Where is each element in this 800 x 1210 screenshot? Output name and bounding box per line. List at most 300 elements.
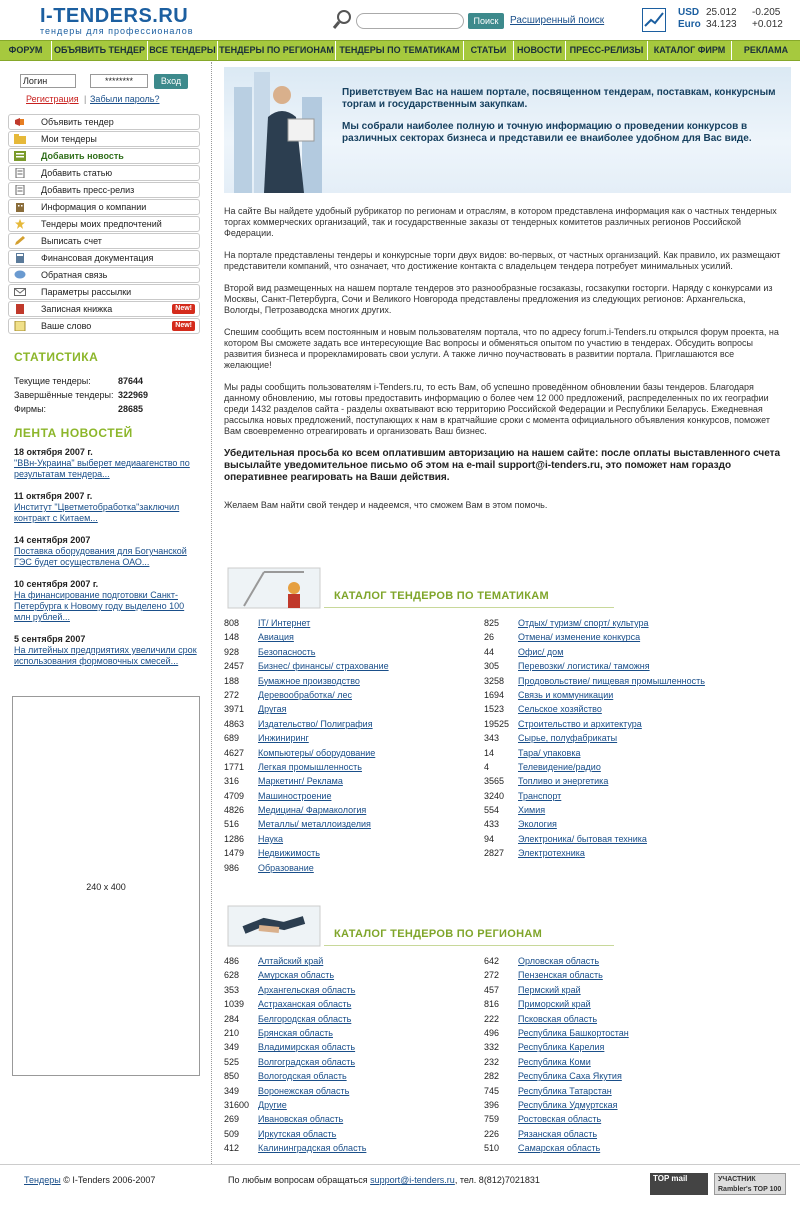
rambler-counter[interactable]: УЧАСТНИК Rambler's TOP 100 — [714, 1173, 786, 1195]
megaphone-icon — [14, 117, 26, 127]
envelope-icon — [14, 287, 26, 297]
catalog-link[interactable]: Алтайский край — [258, 956, 324, 966]
nav-tenders-by-region[interactable]: ТЕНДЕРЫ ПО РЕГИОНАМ — [218, 41, 336, 60]
catalog-link[interactable]: Владимирская область — [258, 1042, 356, 1053]
menu-issue-invoice[interactable] — [8, 233, 200, 249]
paragraph: Второй вид размещенных на нашем портале тендеров это разнообразные госзаказы, госзакупки госторги. Наряду с конкурсами из Москвы, Санкт-Петербурга, Сочи и Великого Новгорода представлены предложения из следующих регионов: Архангельска, Вологды, Петрозаводска многих других. — [224, 283, 773, 315]
catalog-link[interactable]: Астраханская область — [258, 999, 352, 1010]
search-input[interactable] — [356, 13, 464, 29]
catalog-count: 825 — [484, 618, 500, 628]
catalog-row — [224, 832, 474, 846]
catalog-link[interactable]: Ивановская область — [258, 1114, 344, 1125]
catalog-count: 284 — [224, 1013, 240, 1024]
catalog-link[interactable]: Связь и коммуникации — [518, 689, 614, 700]
logo[interactable] — [40, 6, 194, 36]
usd-label: USD — [678, 7, 700, 18]
menu-label: Ваше слово — [41, 321, 92, 331]
menu-label: Обратная связь — [41, 270, 108, 280]
usd-value: 25.012 — [706, 7, 737, 18]
catalog-link[interactable]: Легкая промышленность — [258, 761, 362, 772]
catalog-link[interactable]: Орловская область — [518, 956, 600, 966]
catalog-link[interactable]: Республика Удмуртская — [518, 1099, 618, 1110]
catalog-count: 808 — [224, 618, 240, 628]
catalog-row — [484, 731, 784, 745]
catalog-row — [484, 1055, 784, 1069]
hero-line-1: Приветствуем Вас на нашем портале, посвященном тендерам, поставкам, конкурсным торгам и государственным закупкам. — [342, 87, 776, 110]
catalog-count: 759 — [484, 1114, 500, 1125]
menu-add-news[interactable] — [8, 148, 200, 164]
catalog-row — [224, 674, 474, 688]
main-nav — [0, 40, 800, 61]
catalog-row — [224, 630, 474, 644]
catalog-count: 816 — [484, 999, 500, 1010]
catalog-link[interactable]: Пензенская область — [518, 970, 603, 981]
user-menu — [8, 114, 200, 335]
catalog-row — [224, 954, 474, 968]
catalog-count: 4 — [484, 761, 490, 772]
catalog-link[interactable]: Белгородская область — [258, 1013, 352, 1024]
catalog-row — [224, 731, 474, 745]
catalog-link[interactable]: Офис/ дом — [518, 646, 564, 657]
catalog-row — [224, 803, 474, 817]
catalog-row — [224, 1127, 474, 1141]
nav-forum[interactable]: ФОРУМ — [0, 41, 52, 60]
catalog-row — [224, 688, 474, 702]
news-icon — [14, 151, 26, 161]
menu-label: Тендеры моих предпочтений — [41, 219, 162, 229]
catalog-row — [484, 832, 784, 846]
catalog-count: 642 — [484, 956, 500, 966]
catalog-count: 850 — [224, 1071, 240, 1082]
forgot-password-link[interactable]: Забыли пароль? — [90, 94, 160, 104]
catalog-link[interactable]: Калининградская область — [258, 1143, 367, 1154]
catalog-link[interactable]: Бумажное производство — [258, 675, 360, 686]
catalog-row — [484, 789, 784, 803]
catalog-count: 1771 — [224, 761, 245, 772]
catalog-row — [224, 1026, 474, 1040]
catalog-row — [224, 659, 474, 673]
support-email-link[interactable]: support@i-tenders.ru — [370, 1175, 455, 1185]
catalog-link[interactable]: Строительство и архитектура — [518, 718, 642, 729]
menu-label: Добавить статью — [41, 168, 113, 178]
ad-banner-placeholder[interactable]: 240 x 400 — [12, 696, 200, 1076]
catalog-count: 26 — [484, 632, 495, 643]
paragraph: На портале представлены тендеры и конкурсные торги двух видов: во-первых, от частных организаций. Как правило, их размещают представители компаний, что означает, что достижение контакта с владельцем тендера потребует минимальных усилий. — [224, 250, 781, 271]
catalog-count: 486 — [224, 956, 240, 966]
catalog-row — [484, 674, 784, 688]
catalog-link[interactable]: Топливо и энергетика — [518, 776, 609, 787]
catalog-row — [224, 645, 474, 659]
catalog-row — [484, 1127, 784, 1141]
menu-financial-docs[interactable] — [8, 250, 200, 266]
notebook-icon — [14, 304, 26, 314]
stat-row: Фирмы: 28685 — [14, 404, 144, 414]
catalog-link[interactable]: Телевидение/радио — [518, 761, 601, 772]
catalog-row — [484, 983, 784, 997]
catalog-row — [484, 760, 784, 774]
news-link[interactable]: Поставка оборудования для Богучанской ГЭС будет осуществлена ОАО... — [14, 546, 187, 567]
catalog-link[interactable]: Инжиниринг — [258, 733, 309, 744]
catalog-count: 433 — [484, 819, 500, 830]
topics-list-left — [224, 616, 474, 875]
catalog-link[interactable]: Волгоградская область — [258, 1056, 356, 1067]
catalog-row — [484, 717, 784, 731]
catalog-count: 282 — [484, 1071, 500, 1082]
catalog-count: 2457 — [224, 661, 245, 672]
catalog-row — [484, 1069, 784, 1083]
news-item: 18 октября 2007 г. "ВВн-Украина" выберет медиаагенство по результатам тендера... — [14, 446, 200, 480]
catalog-link[interactable]: Псковская область — [518, 1013, 598, 1024]
catalog-count: 44 — [484, 646, 495, 657]
catalog-link[interactable]: Амурская область — [258, 970, 335, 981]
nav-news[interactable]: НОВОСТИ — [514, 41, 566, 60]
catalog-link[interactable]: Отмена/ изменение конкурса — [518, 632, 641, 643]
catalog-link[interactable]: Приморский край — [518, 999, 591, 1010]
logo-title: I-TENDERS.RU — [40, 5, 189, 27]
footer-contact: По любым вопросам обращаться support@i-tenders.ru, тел. 8(812)7021831 — [228, 1175, 540, 1185]
catalog-link[interactable]: Транспорт — [518, 790, 562, 801]
catalog-row — [484, 659, 784, 673]
topmail-counter[interactable]: TOP mail — [650, 1173, 708, 1195]
paragraph: Желаем Вам найти свой тендер и надеемся, что сможем Вам в этом помочь. — [224, 500, 548, 510]
catalog-count: 94 — [484, 833, 495, 844]
catalog-count: 1286 — [224, 833, 245, 844]
catalog-link[interactable]: Издательство/ Полиграфия — [258, 718, 373, 729]
chat-icon — [14, 270, 26, 280]
catalog-count: 3971 — [224, 704, 245, 715]
catalog-count: 1523 — [484, 704, 505, 715]
catalog-count: 272 — [224, 689, 240, 700]
catalog-link[interactable]: Брянская область — [258, 1027, 333, 1038]
catalog-link[interactable]: Вологодская область — [258, 1071, 347, 1082]
usd-change: -0.205 — [752, 7, 781, 18]
businessman-image — [224, 67, 334, 193]
regions-list-left — [224, 954, 474, 1155]
catalog-row — [224, 1084, 474, 1098]
catalog-count: 509 — [224, 1128, 240, 1139]
catalog-row — [484, 997, 784, 1011]
news-item: 14 сентября 2007 Поставка оборудования для Богучанской ГЭС будет осуществлена ОАО... — [14, 534, 200, 568]
catalog-row — [484, 630, 784, 644]
payment-notice: Убедительная просьба ко всем оплатившим авторизацию на нашем сайте: после оплаты выставленного счета высылайте уведомительное письмо об этом на e-mail support@i-tenders.ru, это поможет нам гораздо оперативнее реагировать на Ваши действия. — [224, 448, 781, 483]
menu-mailing-settings[interactable] — [8, 284, 200, 300]
catalog-count: 3258 — [484, 675, 505, 686]
search-button[interactable]: Поиск — [468, 13, 504, 29]
catalog-count: 272 — [484, 970, 500, 981]
catalog-count: 4826 — [224, 805, 245, 816]
catalog-row — [484, 1012, 784, 1026]
catalog-count: 349 — [224, 1042, 240, 1053]
catalog-count: 628 — [224, 970, 240, 981]
catalog-link[interactable]: Республика Коми — [518, 1056, 591, 1067]
catalog-count: 353 — [224, 984, 240, 995]
catalog-row — [484, 645, 784, 659]
stat-row: Текущие тендеры: 87644 — [14, 376, 144, 386]
news-link[interactable]: На литейных предприятиях увеличили срок использования формовочных смесей... — [14, 645, 197, 666]
catalog-count: 2827 — [484, 848, 505, 859]
catalog-row — [224, 760, 474, 774]
catalog-count: 188 — [224, 675, 240, 686]
news-title: ЛЕНТА НОВОСТЕЙ — [14, 426, 133, 440]
catalog-link[interactable]: Компьютеры/ оборудование — [258, 747, 376, 758]
catalog-row — [484, 746, 784, 760]
catalog-count: 332 — [484, 1042, 500, 1053]
footer-copyright: Тендеры © I-Tenders 2006-2007 — [24, 1175, 156, 1185]
catalog-link[interactable]: Бизнес/ финансы/ страхование — [258, 661, 389, 672]
calculator-icon — [14, 253, 26, 263]
catalog-link[interactable]: Отдых/ туризм/ спорт/ культура — [518, 618, 649, 628]
catalog-row — [224, 1040, 474, 1054]
catalog-count: 525 — [224, 1056, 240, 1067]
catalog-link[interactable]: Республика Карелия — [518, 1042, 605, 1053]
folder-icon — [14, 134, 26, 144]
menu-label: Добавить новость — [41, 151, 124, 161]
catalog-regions-header — [224, 904, 614, 948]
catalog-link[interactable]: Машиностроение — [258, 790, 332, 801]
catalog-count: 412 — [224, 1143, 240, 1154]
news-item: 5 сентября 2007 На литейных предприятиях увеличили срок использования формовочных смесей... — [14, 633, 200, 667]
catalog-link[interactable]: Другая — [258, 704, 287, 715]
catalog-link[interactable]: Маркетинг/ Реклама — [258, 776, 343, 787]
login-button[interactable]: Вход — [154, 74, 188, 89]
menu-post-tender[interactable] — [8, 114, 200, 130]
menu-label: Записная книжка — [41, 304, 113, 314]
catalog-link[interactable]: Авиация — [258, 632, 294, 643]
catalog-count: 349 — [224, 1085, 240, 1096]
catalog-count: 986 — [224, 862, 240, 873]
catalog-count: 305 — [484, 661, 500, 672]
catalog-link[interactable]: IT/ Интернет — [258, 618, 311, 628]
menu-add-press-release[interactable] — [8, 182, 200, 198]
catalog-link[interactable]: Самарская область — [518, 1143, 601, 1154]
catalog-link[interactable]: Архангельская область — [258, 984, 356, 995]
currency-rates — [678, 7, 783, 31]
catalog-link[interactable]: Продовольствие/ пищевая промышленность — [518, 675, 705, 686]
catalog-row — [224, 774, 474, 788]
catalog-link[interactable]: Республика Башкортостан — [518, 1027, 629, 1038]
catalog-row — [224, 702, 474, 716]
catalog-topics-title: КАТАЛОГ ТЕНДЕРОВ ПО ТЕМАТИКАМ — [334, 590, 549, 602]
catalog-count: 928 — [224, 646, 240, 657]
catalog-row — [484, 803, 784, 817]
catalog-count: 19525 — [484, 718, 510, 729]
menu-notebook[interactable] — [8, 301, 200, 317]
new-badge: New! — [172, 304, 195, 314]
catalog-row — [224, 789, 474, 803]
header — [0, 0, 800, 40]
catalog-count: 4709 — [224, 790, 245, 801]
nav-press-releases[interactable]: ПРЕСС-РЕЛИЗЫ — [566, 41, 648, 60]
catalog-row — [224, 968, 474, 982]
news-feed — [14, 446, 200, 677]
nav-articles[interactable]: СТАТЬИ — [464, 41, 514, 60]
nav-advertising[interactable]: РЕКЛАМА — [743, 45, 789, 55]
catalog-row — [224, 1141, 474, 1155]
catalog-count: 1694 — [484, 689, 505, 700]
euro-change: +0.012 — [752, 19, 783, 30]
catalog-count: 689 — [224, 733, 240, 744]
catalog-link[interactable]: Пермский край — [518, 984, 581, 995]
menu-label: Информация о компании — [41, 202, 147, 212]
catalog-link[interactable]: Сырье, полуфабрикаты — [518, 733, 618, 744]
menu-your-word[interactable] — [8, 318, 200, 334]
document-icon — [14, 168, 26, 178]
catalog-row — [484, 1040, 784, 1054]
catalog-row — [484, 1026, 784, 1040]
catalog-link[interactable]: Наука — [258, 833, 284, 844]
catalog-count: 3565 — [484, 776, 505, 787]
catalog-link[interactable]: Медицина/ Фармакология — [258, 805, 367, 816]
catalog-row — [484, 1084, 784, 1098]
catalog-row — [484, 968, 784, 982]
logo-tagline: тендеры для профессионалов — [40, 26, 194, 36]
sidebar — [0, 62, 212, 1164]
catalog-count: 269 — [224, 1114, 240, 1125]
catalog-link[interactable]: Ростовская область — [518, 1114, 602, 1125]
catalog-link[interactable]: Безопасность — [258, 646, 316, 657]
news-link[interactable]: На финансирование подготовки Санкт-Петербурга к Новому году выделено 100 млн рублей... — [14, 590, 185, 622]
catalog-count: 554 — [484, 805, 500, 816]
news-link[interactable]: Институт "Цветметобработка"заключил контракт с Китаем... — [14, 502, 180, 523]
footer-tenders-link[interactable]: Тендеры — [24, 1175, 61, 1185]
catalog-count: 343 — [484, 733, 500, 744]
catalog-link[interactable]: Тара/ упаковка — [518, 747, 581, 758]
hero-line-2: Мы собрали наиболее полную и точную информацию о проведении конкурсов в различных секторах бизнеса и представили ее внаиболее удобном для Вас виде. — [342, 121, 752, 144]
news-link[interactable]: "ВВн-Украина" выберет медиаагенство по результатам тендера... — [14, 458, 190, 479]
catalog-row — [484, 1141, 784, 1155]
stats-title: СТАТИСТИКА — [14, 350, 99, 364]
catalog-row — [484, 846, 784, 860]
catalog-row — [224, 983, 474, 997]
menu-company-info[interactable] — [8, 199, 200, 215]
menu-feedback[interactable] — [8, 267, 200, 283]
menu-my-tenders[interactable] — [8, 131, 200, 147]
menu-add-article[interactable] — [8, 165, 200, 181]
catalog-link[interactable]: Воронежская область — [258, 1085, 350, 1096]
menu-label: Объявить тендер — [41, 117, 114, 127]
note-icon — [14, 321, 26, 331]
catalog-row — [484, 774, 784, 788]
catalog-row — [224, 861, 474, 875]
catalog-count: 516 — [224, 819, 240, 830]
catalog-row — [224, 717, 474, 731]
catalog-topics-header — [224, 566, 614, 610]
catalog-link[interactable]: Сельское хозяйство — [518, 704, 602, 715]
catalog-link[interactable]: Республика Саха Якутия — [518, 1071, 622, 1082]
catalog-row — [484, 1112, 784, 1126]
euro-value: 34.123 — [706, 19, 737, 30]
catalog-row — [224, 1112, 474, 1126]
topics-list-right — [484, 616, 784, 861]
catalog-count: 232 — [484, 1056, 500, 1067]
regions-list-right — [484, 954, 784, 1155]
nav-company-catalog[interactable]: КАТАЛОГ ФИРМ — [648, 41, 732, 60]
nav-tenders-by-topic[interactable]: ТЕНДЕРЫ ПО ТЕМАТИКАМ — [336, 41, 464, 60]
catalog-link[interactable]: Образование — [258, 862, 314, 873]
hero-text — [342, 87, 782, 145]
star-icon — [14, 219, 26, 229]
catalog-count: 457 — [484, 984, 500, 995]
nav-post-tender[interactable]: ОБЪЯВИТЬ ТЕНДЕР — [52, 41, 148, 60]
catalog-row — [224, 817, 474, 831]
catalog-row — [484, 817, 784, 831]
catalog-count: 1039 — [224, 999, 245, 1010]
catalog-link[interactable]: Недвижимость — [258, 848, 320, 859]
menu-label: Добавить пресс-релиз — [41, 185, 135, 195]
search-icon — [332, 8, 354, 30]
catalog-count: 222 — [484, 1013, 500, 1024]
catalog-link[interactable]: Химия — [518, 805, 546, 816]
catalog-row — [484, 688, 784, 702]
catalog-link[interactable]: Рязанская область — [518, 1128, 598, 1139]
register-link[interactable]: Регистрация — [26, 94, 79, 104]
catalog-row — [484, 954, 784, 968]
catalog-count: 4863 — [224, 718, 245, 729]
catalog-count: 226 — [484, 1128, 500, 1139]
intro-text — [224, 206, 784, 522]
login-input[interactable]: Логин — [20, 74, 76, 88]
catalog-row — [484, 1098, 784, 1112]
catalog-link[interactable]: Республика Татарстан — [518, 1085, 612, 1096]
news-item: 11 октября 2007 г. Институт "Цветметобработка"заключил контракт с Китаем... — [14, 490, 200, 524]
advanced-search-link[interactable]: Расширенный поиск — [510, 15, 605, 26]
menu-label: Финансовая документация — [41, 253, 154, 263]
catalog-row — [224, 746, 474, 760]
paragraph: Мы рады сообщить пользователям i-Tenders.ru, то есть Вам, об успешно проведённом обновлении базы тендеров. Благодаря данному обновлению, мы готовы предоставить информацию о более чем 12 000 предложений, распределенных по их географии среди 1432 разделов сайта - разделы охватывают всю территорию Российской Федерации и Республики Беларусь. Ежедневная рассылка новых предложений, поступающих к нам в кратчайшие сроки с момента официального объявления конкурсов, поможет Вам своевременно отреагировать и организовать Ваш бизнес. — [224, 382, 770, 436]
catalog-link[interactable]: Деревообработка/ лес — [258, 689, 352, 700]
catalog-link[interactable]: Иркутская область — [258, 1128, 337, 1139]
catalog-link[interactable]: Электротехника — [518, 848, 585, 859]
catalog-link[interactable]: Металлы/ металлоизделия — [258, 819, 371, 830]
catalog-count: 396 — [484, 1099, 500, 1110]
stat-row: Завершённые тендеры: 322969 — [14, 390, 149, 400]
paragraph: На сайте Вы найдете удобный рубрикатор по регионам и отраслям, в котором представлена информация как о частных тендерных торгах коммерческих организаций, так и государственные заказы от тендерных комитетов различных регионов Российской Федерации. — [224, 206, 777, 238]
catalog-count: 3240 — [484, 790, 505, 801]
catalog-count: 510 — [484, 1143, 500, 1154]
catalog-row — [224, 1012, 474, 1026]
catalog-count: 148 — [224, 632, 240, 643]
catalog-row — [224, 1098, 474, 1112]
paragraph: Спешим сообщить всем постоянным и новым пользователям портала, что по адресу forum.i-Tenders.ru открылся форум проекта, на котором Вы сможете задать все интересующие Вас вопросы и обменяться опытом по участию в тендерах. Обсудить вопросы развития бизнеса и прорекламировать свои услуги. А также лично поучаствовать в развитии портала. Приглашаются все желающие! — [224, 327, 779, 370]
chart-icon — [642, 8, 666, 32]
catalog-row — [224, 1055, 474, 1069]
stats — [14, 374, 194, 416]
catalog-row — [224, 846, 474, 860]
catalog-link[interactable]: Экология — [518, 819, 557, 830]
catalog-count: 745 — [484, 1085, 500, 1096]
menu-label: Параметры рассылки — [41, 287, 132, 297]
handshake-image — [224, 904, 324, 948]
catalog-link[interactable]: Перевозки/ логистика/ таможня — [518, 661, 650, 672]
catalog-link[interactable]: Другие — [258, 1099, 287, 1110]
catalog-row — [224, 1069, 474, 1083]
catalog-count: 14 — [484, 747, 495, 758]
building-icon — [14, 202, 26, 212]
catalog-count: 31600 — [224, 1099, 250, 1110]
catalog-count: 4627 — [224, 747, 245, 758]
nav-all-tenders[interactable]: ВСЕ ТЕНДЕРЫ — [148, 41, 218, 60]
construction-image — [224, 566, 324, 610]
hero-banner — [224, 67, 791, 193]
footer — [0, 1164, 800, 1210]
catalog-link[interactable]: Электроника/ бытовая техника — [518, 833, 647, 844]
catalog-count: 210 — [224, 1027, 240, 1038]
catalog-row — [484, 702, 784, 716]
euro-label: Euro — [678, 19, 701, 30]
password-input[interactable]: ******** — [90, 74, 148, 88]
catalog-row — [224, 616, 474, 630]
menu-preferred-tenders[interactable] — [8, 216, 200, 232]
